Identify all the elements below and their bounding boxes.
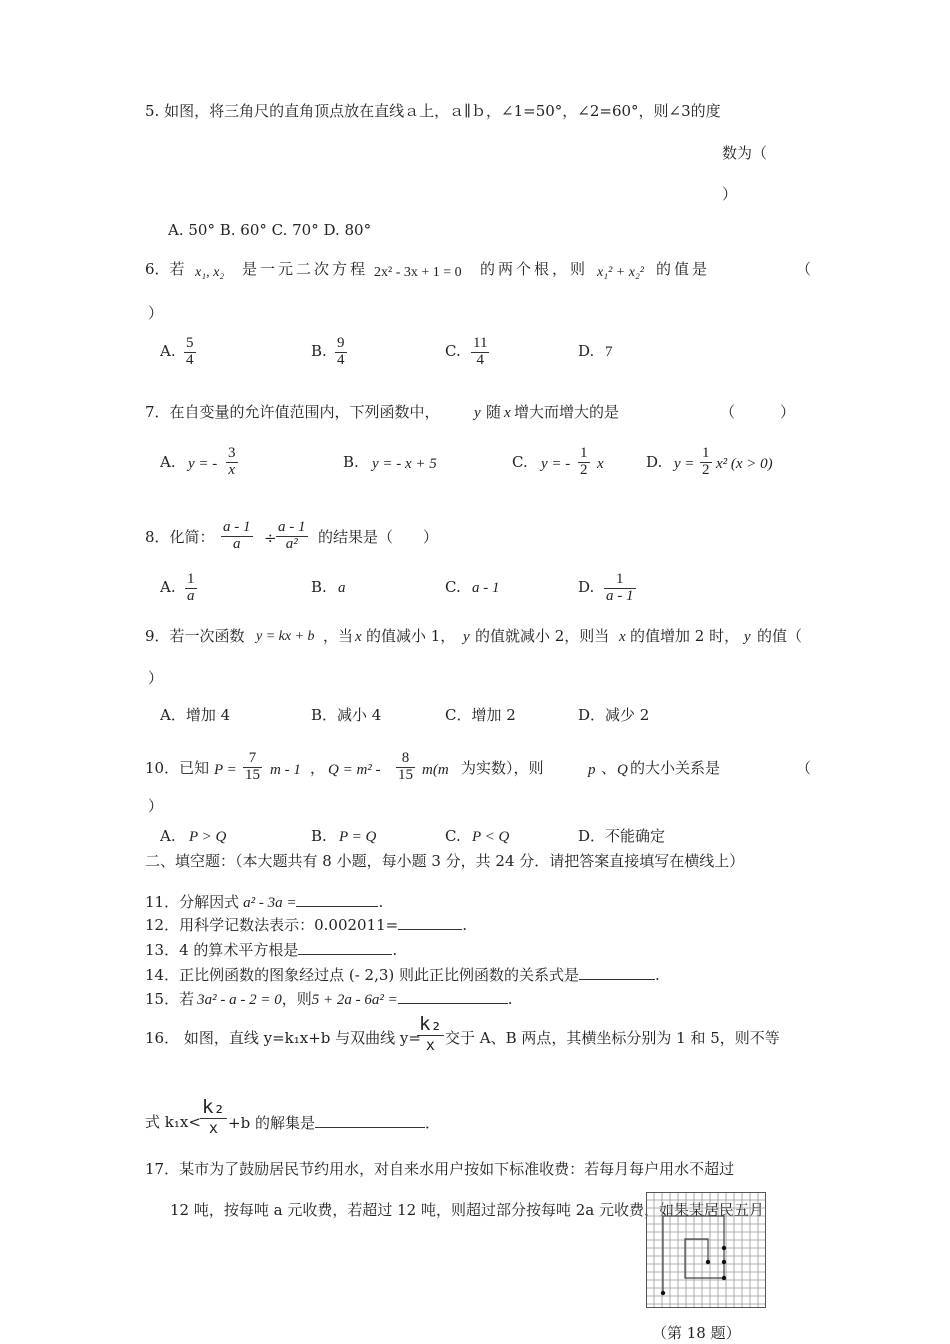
q9-stem-a: 9．若一次函数 — [145, 627, 245, 645]
q8-option-d-fraction — [604, 572, 636, 605]
q16-k-den-2: x — [208, 1118, 218, 1137]
q6-option-c-den: 4 — [476, 351, 484, 368]
q16-end: ． — [424, 1114, 440, 1132]
q10-comma: ， — [310, 759, 326, 777]
q10-q-num: 8 — [396, 751, 415, 768]
q15-stem — [145, 991, 513, 1008]
q6-option-d-value: 7 — [605, 344, 613, 360]
q6-option-c-label: C. — [445, 342, 461, 360]
q10-p: p — [588, 762, 596, 778]
q16-line2-a: 式 k₁x< — [145, 1113, 201, 1131]
q13-answer-blank[interactable] — [298, 942, 392, 955]
q7-option-a-den: x — [228, 461, 236, 478]
q12-stem — [145, 917, 467, 933]
q10-paren-open: （ — [796, 759, 812, 777]
q12-answer-blank[interactable] — [398, 917, 462, 930]
q16-line1-b: 交于 A、B 两点，其横坐标分别为 1 和 5，则不等 — [445, 1029, 780, 1047]
q10-paren-close: ） — [148, 797, 164, 815]
q5-line1: 5. 如图，将三角尺的直角顶点放在直线ａ上，ａ∥ｂ，∠1=50°，∠2=60°，则∠3的度 — [145, 102, 721, 120]
q11-stem — [145, 894, 383, 911]
q6-equation: 2x² - 3x + 1 = 0 — [374, 265, 462, 280]
q6-paren-close: ） — [148, 304, 164, 322]
q7-option-b-label: B. — [343, 453, 359, 471]
q7-option-d-fraction — [700, 446, 712, 479]
q6-stem-a: 6．若 — [145, 260, 185, 278]
q7-option-a-fraction — [226, 446, 238, 479]
q17-line2: 12 吨，按每吨 a 元收费，若超过 12 吨，则超过部分按每吨 2a 元收费，如果某居民五月 — [170, 1201, 764, 1219]
q9-stem-b: ，当 — [323, 627, 354, 645]
q9-option-c: C．增加 2 — [445, 706, 516, 724]
q9-y2: y — [744, 629, 751, 645]
q15-end: . — [507, 990, 513, 1008]
q7-option-d-label: D. — [646, 453, 663, 471]
q10-stem-c: 的大小关系是 — [630, 759, 721, 777]
q16-k-num-2: k₂ — [202, 1096, 225, 1118]
q8-option-c-value: a - 1 — [472, 580, 500, 596]
q9-option-a: A．增加 4 — [160, 706, 231, 724]
q12-label: 12．用科学记数法表示：0.002011= — [145, 916, 399, 934]
q8-f2-num: a - 1 — [278, 519, 306, 535]
q10-p-den: 15 — [245, 766, 260, 783]
q7-option-c-lhs: y = - — [541, 456, 571, 472]
q7-stem-b: 随 — [486, 403, 502, 421]
q10-option-d: D．不能确定 — [578, 827, 666, 845]
q10-option-b-value: P = Q — [339, 829, 377, 845]
q10-p-rhs: m - 1 — [270, 762, 301, 778]
q8-f1-den: a — [233, 535, 241, 552]
q10-dun: 、 — [601, 759, 617, 777]
q7-option-d-lhs: y = — [674, 456, 695, 472]
figure-18-point — [722, 1276, 726, 1280]
q9-stem-f: 的值（ — [757, 627, 803, 645]
figure-18-point — [661, 1291, 665, 1295]
q10-q-lhs: Q = m² - — [328, 762, 381, 778]
q10-q-rhs: m(m — [422, 762, 449, 778]
q7-option-d-den: 2 — [702, 461, 710, 478]
q7-option-c-label: C. — [512, 453, 528, 471]
q10-q-fraction — [396, 751, 415, 784]
q8-fraction-1 — [221, 520, 253, 553]
q7-stem-a: 7．在自变量的允许值范围内，下列函数中， — [145, 403, 440, 421]
q11-answer-blank[interactable] — [296, 894, 378, 907]
q12-end: . — [462, 916, 468, 934]
q9-function: y = kx + b — [256, 629, 315, 644]
figure-18-caption: （第 18 题） — [652, 1324, 741, 1342]
q14-stem — [145, 967, 660, 983]
q15-mid: ，则 — [281, 990, 312, 1008]
q13-stem — [145, 942, 397, 958]
q7-option-a-num: 3 — [228, 445, 236, 461]
q6-roots: x₁, x₂ — [195, 265, 225, 280]
q14-end: . — [655, 966, 660, 984]
q10-stem-a: 10．已知 — [145, 759, 210, 777]
figure-18-point — [722, 1246, 726, 1250]
q6-expr: x₁² + x₂² — [597, 265, 645, 280]
q8-option-b-value: a — [338, 580, 346, 596]
q7-option-b-expr: y = - x + 5 — [372, 456, 437, 472]
q9-stem-c: 的值减小 1， — [366, 627, 456, 645]
q7-option-d-rhs: x² (x > 0) — [716, 456, 773, 472]
q9-close: ） — [148, 669, 164, 687]
q8-option-d-label: D. — [578, 578, 595, 596]
q5-options: A. 50° B. 60° C. 70° D. 80° — [168, 221, 372, 239]
q6-option-c-num: 11 — [473, 335, 488, 351]
q7-option-c-rhs: x — [597, 456, 604, 472]
q10-q-den: 15 — [398, 766, 413, 783]
q7-x: x — [504, 405, 511, 421]
q9-option-b: B．减小 4 — [311, 706, 382, 724]
q8-option-d-num: 1 — [604, 572, 636, 589]
q6-option-b-fraction — [335, 336, 347, 369]
q16-line1-a: 16． 如图，直线 y=k₁x+b 与双曲线 y= — [145, 1029, 421, 1047]
q14-answer-blank[interactable] — [579, 967, 655, 980]
q8-option-a-fraction — [185, 572, 197, 605]
q16-k-den-1: x — [425, 1035, 435, 1054]
q10-stem-b: 为实数），则 — [461, 759, 544, 777]
q6-paren-open: （ — [796, 260, 812, 278]
q8-option-c-label: C. — [445, 578, 461, 596]
q10-p-num: 7 — [243, 751, 262, 768]
q7-option-c-num: 1 — [580, 445, 588, 461]
q7-paren: （ ） — [720, 403, 796, 421]
q8-stem: 8．化简： — [145, 528, 215, 546]
q10-p-fraction — [243, 751, 262, 784]
q8-option-d-den: a - 1 — [606, 587, 634, 604]
q15-answer-blank[interactable] — [398, 991, 508, 1004]
q8-fraction-2 — [276, 520, 308, 553]
q17-line1: 17．某市为了鼓励居民节约用水，对自来水用户按如下标准收费：若每月每户用水不超过 — [145, 1160, 735, 1178]
q11-label: 11．分解因式 — [145, 893, 240, 911]
q6-option-c-fraction — [471, 336, 489, 369]
q9-stem-e: 的值增加 2 时， — [630, 627, 740, 645]
q7-stem-c: 增大而增大的是 — [514, 403, 620, 421]
q6-stem-b: 是一元二次方程 — [242, 260, 369, 278]
section-2-heading: 二、填空题：（本大题共有 8 小题，每小题 3 分，共 24 分．请把答案直接填写在横线上） — [145, 852, 745, 870]
q7-option-a-lhs: y = - — [188, 456, 218, 472]
q10-option-c-value: P < Q — [472, 829, 510, 845]
q10-option-c-label: C. — [445, 827, 461, 845]
q8-option-b-label: B. — [311, 578, 327, 596]
q8-option-a-label: A. — [160, 578, 176, 596]
q8-f2-den: a² — [285, 535, 298, 552]
q5-line3: ） — [722, 185, 738, 203]
q6-option-a-den: 4 — [186, 351, 194, 368]
q13-label: 13．4 的算术平方根是 — [145, 941, 299, 959]
q11-end: . — [378, 893, 384, 911]
q11-expr: a² - 3a = — [243, 895, 297, 911]
q9-option-d: D．减少 2 — [578, 706, 650, 724]
q10-p-lhs: P = — [214, 762, 237, 778]
q16-line2-b-text: +b 的解集是 — [228, 1114, 315, 1132]
q5-line2: 数为（ — [722, 144, 768, 162]
q6-option-b-num: 9 — [337, 335, 345, 351]
q8-tail: 的结果是（ ） — [318, 528, 439, 546]
q7-option-d-num: 1 — [702, 445, 710, 461]
figure-18-spiral-path — [663, 1216, 724, 1293]
q9-x2: x — [619, 629, 626, 645]
q16-fraction-2 — [200, 1097, 227, 1137]
q6-option-d-label: D. — [578, 342, 595, 360]
figure-18-point — [722, 1260, 726, 1264]
q10-option-a-value: P > Q — [189, 829, 227, 845]
q10-option-a-label: A. — [160, 827, 176, 845]
q15-label: 15．若 — [145, 990, 195, 1008]
q8-option-a-den: a — [187, 587, 195, 604]
q6-option-b-label: B. — [311, 342, 327, 360]
q6-option-a-fraction — [184, 336, 196, 369]
q16-k-num-1: k₂ — [419, 1013, 442, 1035]
q16-answer-blank[interactable] — [315, 1115, 425, 1128]
q6-stem-d: 的值是 — [656, 260, 711, 278]
q7-y: y — [474, 405, 481, 421]
q14-label: 14．正比例函数的图象经过点 (- 2,3) 则此正比例函数的关系式是 — [145, 966, 580, 984]
q16-line2-b — [228, 1115, 440, 1131]
q6-option-b-den: 4 — [337, 351, 345, 368]
q7-option-c-den: 2 — [580, 461, 588, 478]
q15-expr: 5 + 2a - 6a² = — [311, 992, 398, 1008]
q6-option-a-label: A. — [160, 342, 176, 360]
q16-fraction-1 — [417, 1014, 444, 1054]
figure-18-point — [706, 1260, 710, 1264]
q8-f1-num: a - 1 — [223, 519, 251, 535]
q8-option-a-num: 1 — [187, 571, 195, 587]
q6-stem-c: 的两个根，则 — [480, 260, 589, 278]
q6-option-a-num: 5 — [186, 335, 194, 351]
q13-end: . — [392, 941, 398, 959]
q9-stem-d: 的值就减小 2，则当 — [475, 627, 610, 645]
q9-y1: y — [463, 629, 470, 645]
q10-q: Q — [617, 762, 628, 778]
q9-x1: x — [355, 629, 362, 645]
q7-option-a-label: A. — [160, 453, 176, 471]
q7-option-c-fraction — [578, 446, 590, 479]
figure-18-grid — [646, 1192, 766, 1308]
q10-option-b-label: B. — [311, 827, 327, 845]
q15-condition: 3a² - a - 2 = 0 — [197, 992, 282, 1008]
q8-divide: ÷ — [264, 529, 277, 547]
